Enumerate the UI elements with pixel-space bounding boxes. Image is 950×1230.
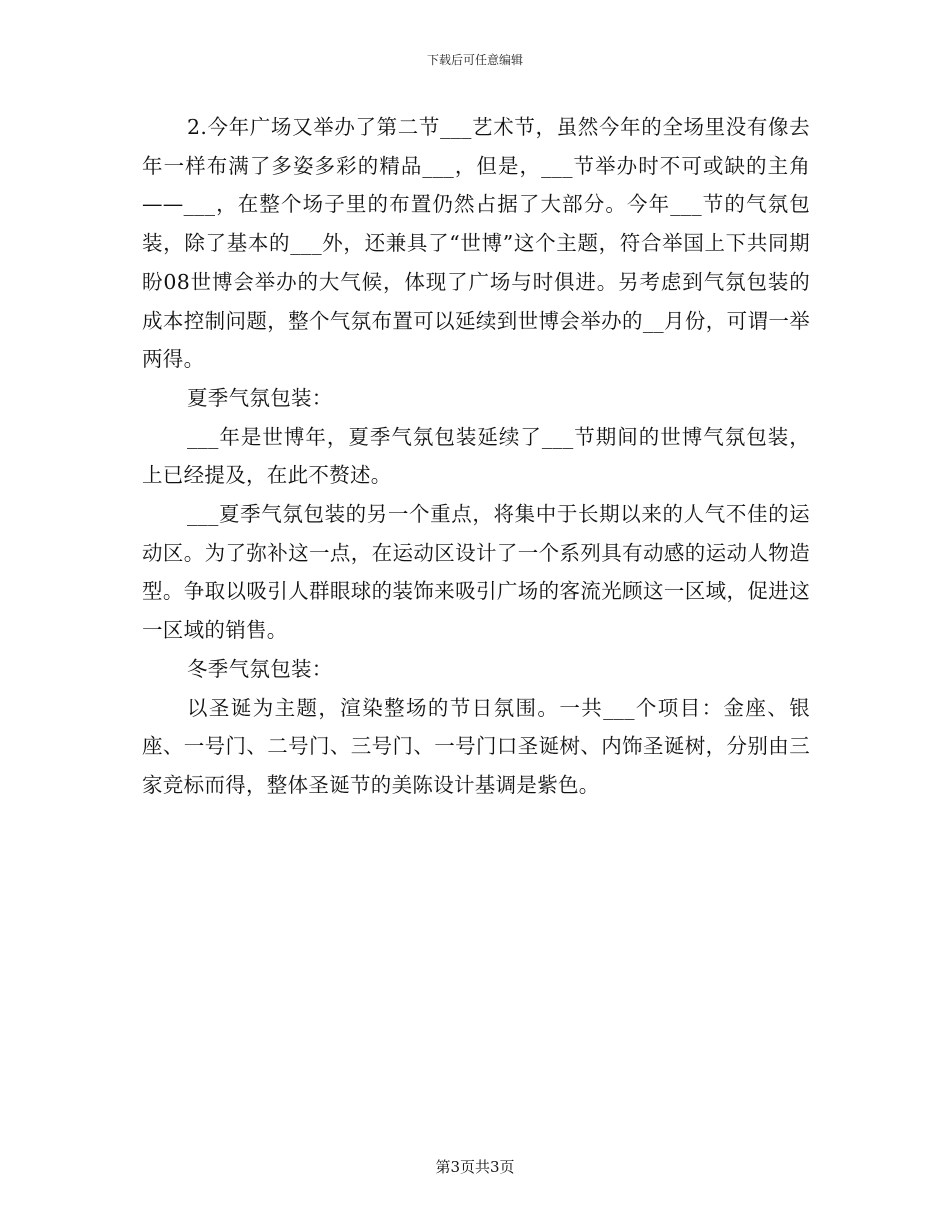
section-heading-summer: 夏季气氛包装： <box>187 385 333 410</box>
document-body <box>142 108 810 805</box>
page-header: 下载后可任意编辑 <box>426 53 523 67</box>
paragraph-winter-christmas: 以圣诞为主题，渲染整场的节日氛围。一共___个项目：金座、银座、一号门、二号门、三号门、一号门口圣诞树、内饰圣诞树，分别由三家竞标而得，整体圣诞节的美陈设计基调是紫色。 <box>142 695 810 797</box>
paragraph-summer-sports-zone: ___夏季气氛包装的另一个重点，将集中于长期以来的人气不佳的运动区。为了弥补这一点，在运动区设计了一个系列具有动感的运动人物造型。争取以吸引人群眼球的装饰来吸引广场的客流光顾这一区域，促进这一区域的销售。 <box>142 502 810 643</box>
paragraph-summer-expo: ___年是世博年，夏季气氛包装延续了___节期间的世博气氛包装，上已经提及，在此不赘述。 <box>142 424 810 488</box>
section-heading-winter: 冬季气氛包装： <box>187 656 333 681</box>
paragraph-expo-festival: 2.今年广场又举办了第二节___艺术节，虽然今年的全场里没有像去年一样布满了多姿多彩的精品___，但是，___节举办时不可或缺的主角——___，在整个场子里的布置仍然占据了大部分。今年___节的气氛包装，除了基本的___外，还兼具了“世博”这个主题，符合举国上下共同期盼08世博会举办的大气候，体现了广场与时俱进。另考虑到气氛包装的成本控制问题，整个气氛布置可以延续到世博会举办的__月份，可谓一举两得。 <box>142 115 810 372</box>
page-number: 第3页共3页 <box>435 1158 515 1176</box>
